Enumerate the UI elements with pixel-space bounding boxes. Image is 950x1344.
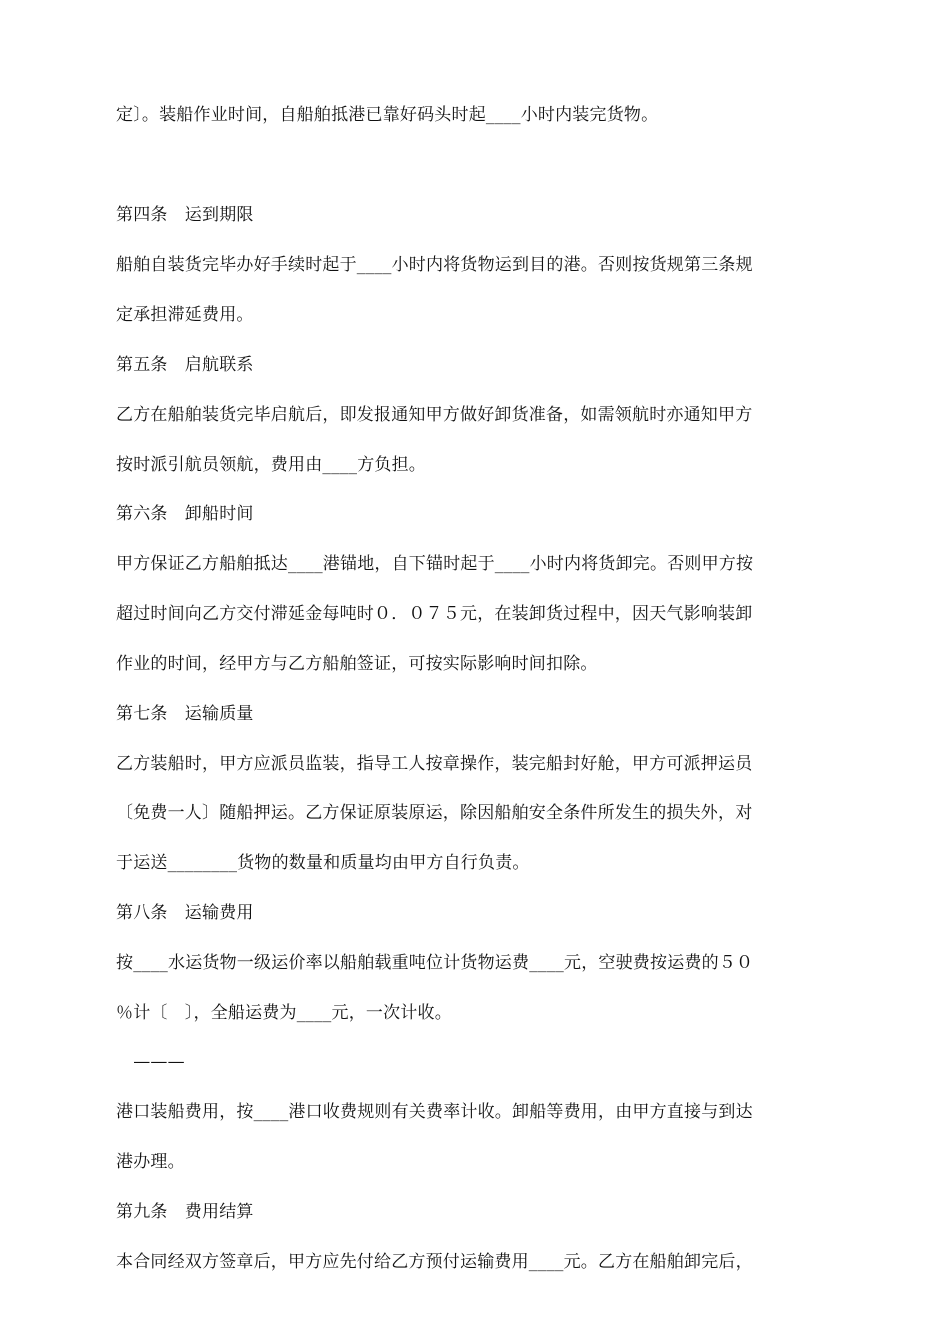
clause-7-body-line-3: 于运送________货物的数量和质量均由甲方自行负责。 bbox=[116, 853, 530, 873]
clause-5-heading: 第五条 启航联系 bbox=[116, 355, 254, 375]
clause-5-body-line-1: 乙方在船舶装货完毕启航后，即发报通知甲方做好卸货准备，如需领航时亦通知甲方 bbox=[116, 405, 753, 425]
clause-6-body-line-2: 超过时间向乙方交付滞延金每吨时０．０７５元，在装卸货过程中，因天气影响装卸 bbox=[116, 604, 753, 624]
clause-6-heading: 第六条 卸船时间 bbox=[116, 504, 254, 524]
clause-8-body-line-2: ％计〔 〕，全船运费为____元，一次计收。 bbox=[116, 1003, 452, 1023]
clause-4-body-line-2: 定承担滞延费用。 bbox=[116, 305, 254, 325]
clause-7-body-line-2: 〔免费一人〕随船押运。乙方保证原装原运，除因船舶安全条件所发生的损失外，对 bbox=[116, 803, 753, 823]
clause-6-body-line-1: 甲方保证乙方船舶抵达____港锚地，自下锚时起于____小时内将货卸完。否则甲方按 bbox=[116, 554, 754, 574]
clause-3-tail-line: 定〕。装船作业时间，自船舶抵港已靠好码头时起____小时内装完货物。 bbox=[116, 105, 659, 125]
clause-4-body-line-1: 船舶自装货完毕办好手续时起于____小时内将货物运到目的港。否则按货规第三条规 bbox=[116, 255, 753, 275]
clause-9-heading: 第九条 费用结算 bbox=[116, 1202, 254, 1222]
clause-6-body-line-3: 作业的时间，经甲方与乙方船舶签证，可按实际影响时间扣除。 bbox=[116, 654, 598, 674]
clause-7-heading: 第七条 运输质量 bbox=[116, 704, 254, 724]
clause-4-heading: 第四条 运到期限 bbox=[116, 205, 254, 225]
clause-9-body-line-1: 本合同经双方签章后，甲方应先付给乙方预付运输费用____元。乙方在船舶卸完后， bbox=[116, 1252, 753, 1272]
dash-separator: ——— bbox=[116, 1052, 185, 1072]
clause-8-heading: 第八条 运输费用 bbox=[116, 903, 254, 923]
clause-7-body-line-1: 乙方装船时，甲方应派员监装，指导工人按章操作，装完船封好舱，甲方可派押运员 bbox=[116, 754, 753, 774]
clause-8-body-line-4: 港办理。 bbox=[116, 1152, 185, 1172]
clause-5-body-line-2: 按时派引航员领航，费用由____方负担。 bbox=[116, 455, 426, 475]
clause-8-body-line-3: 港口装船费用，按____港口收费规则有关费率计收。卸船等费用，由甲方直接与到达 bbox=[116, 1102, 753, 1122]
clause-8-body-line-1: 按____水运货物一级运价率以船舶载重吨位计货物运费____元，空驶费按运费的５０ bbox=[116, 953, 754, 973]
